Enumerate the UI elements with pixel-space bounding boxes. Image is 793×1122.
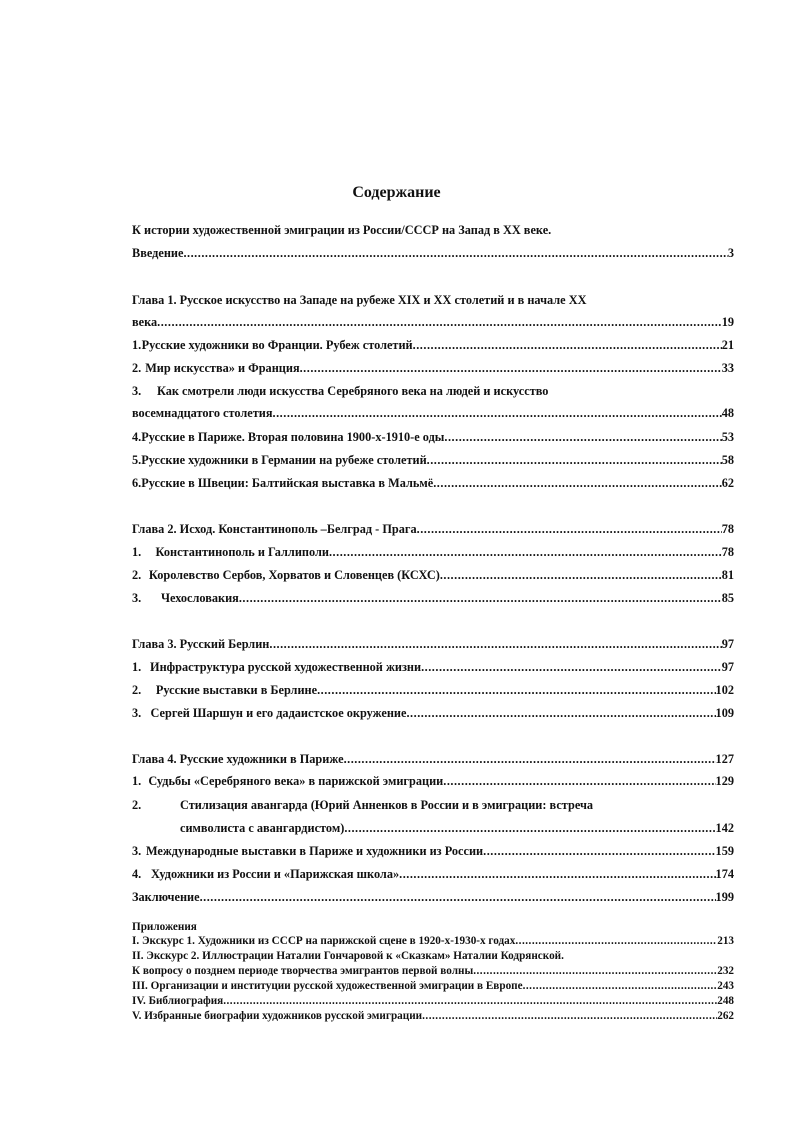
toc-entry-2-2[interactable]: 2. Королевство Сербов, Хорватов и Словенцев (КСХС) ..... 81 — [132, 567, 734, 583]
dot-leader — [440, 567, 722, 583]
dot-leader — [300, 360, 722, 376]
dot-leader — [269, 636, 721, 652]
dot-leader — [413, 337, 722, 353]
toc-entry-conclusion[interactable]: Заключение ..... 199 — [132, 889, 734, 905]
toc-entry-4-4[interactable]: 4. Художники из России и «Парижская школа» ..... 174 — [132, 866, 734, 882]
toc-entry-introduction[interactable]: Введение ..... 3 — [132, 245, 734, 261]
dot-leader — [183, 245, 727, 261]
toc-chapter-4-title[interactable]: Глава 4. Русские художники в Париже ..... 127 — [132, 751, 734, 767]
toc-entry-1-3-cont[interactable]: восемнадцатого столетия ..... 48 — [132, 405, 734, 421]
dot-leader — [523, 980, 718, 993]
dot-leader — [344, 820, 715, 836]
dot-leader — [443, 773, 715, 789]
toc-appendix-4[interactable]: IV. Библиография ..... 248 — [132, 995, 734, 1008]
dot-leader — [433, 475, 721, 491]
toc-appendix-3[interactable]: III. Организации и институции русской художественной эмиграции в Европе ..... 243 — [132, 980, 734, 993]
dot-leader — [157, 314, 722, 330]
toc-entry-1-6[interactable]: 6. Русские в Швеции: Балтийская выставка в Мальмё ..... 62 — [132, 475, 734, 491]
toc-chapter-3-title[interactable]: Глава 3. Русский Берлин ..... 97 — [132, 636, 734, 652]
dot-leader — [444, 429, 721, 445]
toc-entry-1-2[interactable]: 2. Мир искусства» и Франция ..... 33 — [132, 360, 734, 376]
toc-entry-1-4[interactable]: 4. Русские в Париже. Вторая половина 1900-х-1910-е оды ..... 53 — [132, 429, 734, 445]
page-title: Содержание — [352, 184, 441, 201]
dot-leader — [399, 866, 715, 882]
dot-leader — [329, 544, 722, 560]
dot-leader — [417, 521, 722, 537]
toc-entry-1-1[interactable]: 1. Русские художники во Франции. Рубеж столетий ..... 21 — [132, 337, 734, 353]
dot-leader — [483, 843, 715, 859]
toc-appendix-1[interactable]: I. Экскурс 1. Художники из СССР на парижской сцене в 1920-х-1930-х годах ..... 213 — [132, 935, 734, 948]
dot-leader — [200, 889, 716, 905]
dot-leader — [473, 965, 717, 978]
toc-entry-1-3[interactable]: 3. Как смотрели люди искусства Серебряного века на людей и искусство — [132, 384, 549, 398]
toc-entry-4-2[interactable]: 2. Стилизация авангарда (Юрий Анненков в России и в эмиграции: встреча — [132, 798, 594, 812]
dot-leader — [223, 995, 717, 1008]
appendices-heading: Приложения — [132, 921, 197, 933]
dot-leader — [421, 659, 722, 675]
toc-entry-2-3[interactable]: 3. Чехословакия ..... 85 — [132, 590, 734, 606]
dot-leader — [317, 682, 715, 698]
toc-entry-3-3[interactable]: 3. Сергей Шаршун и его дадаистское окружение ..... 109 — [132, 705, 734, 721]
toc-appendix-2[interactable]: II. Экскурс 2. Иллюстрации Наталии Гончаровой к «Сказкам» Наталии Кодрянской. — [132, 950, 564, 962]
toc-entry-4-1[interactable]: 1. Судьбы «Серебряного века» в парижской эмиграции ..... 129 — [132, 773, 734, 789]
dot-leader — [273, 405, 722, 421]
toc-entry-4-3[interactable]: 3. Международные выставки в Париже и художники из России ..... 159 — [132, 843, 734, 859]
dot-leader — [344, 751, 716, 767]
toc-chapter-2-title[interactable]: Глава 2. Исход. Константинополь –Белград - Прага ..... 78 — [132, 521, 734, 537]
dot-leader — [406, 705, 715, 721]
toc-entry-1-5[interactable]: 5. Русские художники в Германии на рубеже столетий ..... 58 — [132, 452, 734, 468]
toc-appendix-5[interactable]: V. Избранные биографии художников русской эмиграции ..... 262 — [132, 1010, 734, 1023]
dot-leader — [239, 590, 722, 606]
toc-entry-3-1[interactable]: 1. Инфраструктура русской художественной жизни ..... 97 — [132, 659, 734, 675]
toc-entry-3-2[interactable]: 2. Русские выставки в Берлине ..... 102 — [132, 682, 734, 698]
toc-appendix-2-cont[interactable]: К вопросу о позднем периоде творчества эмигрантов первой волны ..... 232 — [132, 965, 734, 978]
toc-intro-heading: К истории художественной эмиграции из России/СССР на Запад в XX веке. — [132, 223, 552, 237]
dot-leader — [422, 1010, 717, 1023]
toc-entry-4-2-cont[interactable]: символиста с авангардистом) ..... 142 — [180, 820, 734, 836]
dot-leader — [427, 452, 722, 468]
toc-chapter-1-title-cont[interactable]: века ..... 19 — [132, 314, 734, 330]
toc-chapter-1-title[interactable]: Глава 1. Русское искусство на Западе на рубеже XIX и XX столетий и в начале XX — [132, 293, 587, 307]
toc-entry-2-1[interactable]: 1. Константинополь и Галлиполи ..... 78 — [132, 544, 734, 560]
dot-leader — [515, 935, 717, 948]
